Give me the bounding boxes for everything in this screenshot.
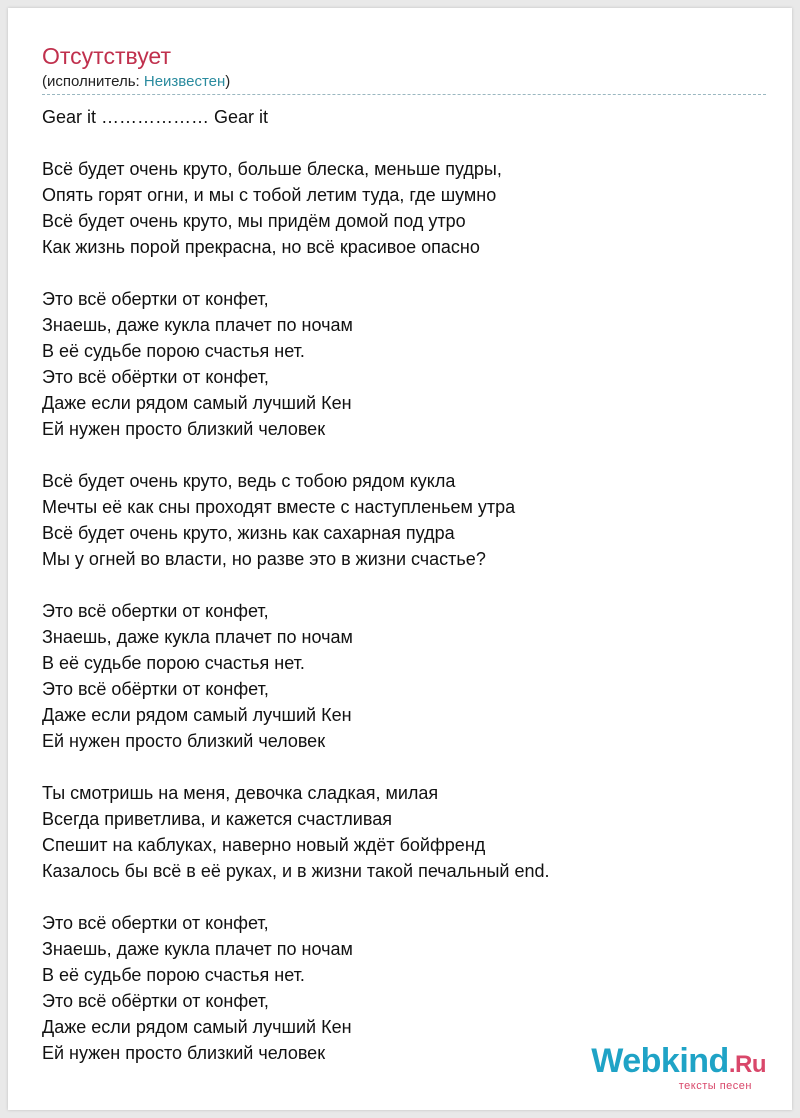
- song-title: Отсутствует: [42, 43, 171, 69]
- lyric-line: Казалось бы всё в её руках, и в жизни такой печальный end.: [42, 861, 550, 881]
- lyric-line: Всё будет очень круто, больше блеска, меньше пудры,: [42, 159, 502, 179]
- lyrics-sheet: [8, 8, 792, 1110]
- lyric-line: Мы у огней во власти, но разве это в жизни счастье?: [42, 549, 486, 569]
- stanza: [42, 598, 766, 754]
- lyric-line: Это всё обертки от конфет,: [42, 601, 269, 621]
- lyric-line: Даже если рядом самый лучший Кен: [42, 393, 352, 413]
- logo-tld: .Ru: [728, 1051, 766, 1078]
- lyric-line: Знаешь, даже кукла плачет по ночам: [42, 627, 353, 647]
- lyrics-body: [42, 104, 766, 1066]
- lyric-line: В её судьбе порою счастья нет.: [42, 965, 305, 985]
- lyric-line: Знаешь, даже кукла плачет по ночам: [42, 315, 353, 335]
- webkind-logo-text: [591, 1044, 766, 1082]
- artist-prefix: (исполнитель:: [42, 73, 144, 90]
- artist-line: [42, 73, 766, 95]
- stanza: [42, 780, 766, 884]
- lyric-line: Мечты её как сны проходят вместе с наступленьем утра: [42, 497, 516, 517]
- webkind-logo: [591, 1042, 766, 1092]
- lyric-line: Даже если рядом самый лучший Кен: [42, 1017, 352, 1037]
- lyric-line: Всегда приветлива, и кажется счастливая: [42, 809, 392, 829]
- lyric-line: Это всё обертки от конфет,: [42, 289, 269, 309]
- lyric-line: Gear it ……………… Gear it: [42, 107, 269, 127]
- lyric-line: Даже если рядом самый лучший Кен: [42, 705, 352, 725]
- artist-suffix: ): [225, 73, 231, 90]
- logo-brand: Webkind: [591, 1042, 729, 1080]
- lyric-line: Знаешь, даже кукла плачет по ночам: [42, 939, 353, 959]
- logo-tagline: тексты песен: [678, 1080, 752, 1092]
- lyric-line: Всё будет очень круто, ведь с тобою рядом кукла: [42, 471, 456, 491]
- lyric-line: Это всё обёртки от конфет,: [42, 367, 269, 387]
- lyric-line: Ей нужен просто близкий человек: [42, 731, 326, 751]
- stanza: [42, 104, 766, 130]
- lyric-line: Опять горят огни, и мы с тобой летим туда, где шумно: [42, 185, 497, 205]
- artist-link[interactable]: Неизвестен: [143, 73, 226, 90]
- lyric-line: Всё будет очень круто, мы придём домой под утро: [42, 211, 466, 231]
- lyric-line: В её судьбе порою счастья нет.: [42, 341, 305, 361]
- lyric-line: Ей нужен просто близкий человек: [42, 419, 326, 439]
- lyric-line: Ей нужен просто близкий человек: [42, 1043, 326, 1063]
- lyric-line: Ты смотришь на меня, девочка сладкая, милая: [42, 783, 439, 803]
- lyric-line: Спешит на каблуках, наверно новый ждёт бойфренд: [42, 835, 486, 855]
- stanza: [42, 156, 766, 260]
- stanza: [42, 468, 766, 572]
- lyric-line: Это всё обертки от конфет,: [42, 913, 269, 933]
- stanza: [42, 286, 766, 442]
- lyric-line: Всё будет очень круто, жизнь как сахарная пудра: [42, 523, 455, 543]
- song-header: [42, 42, 766, 95]
- lyric-line: Как жизнь порой прекрасна, но всё красивое опасно: [42, 237, 480, 257]
- lyric-line: В её судьбе порою счастья нет.: [42, 653, 305, 673]
- lyric-line: Это всё обёртки от конфет,: [42, 991, 269, 1011]
- lyric-line: Это всё обёртки от конфет,: [42, 679, 269, 699]
